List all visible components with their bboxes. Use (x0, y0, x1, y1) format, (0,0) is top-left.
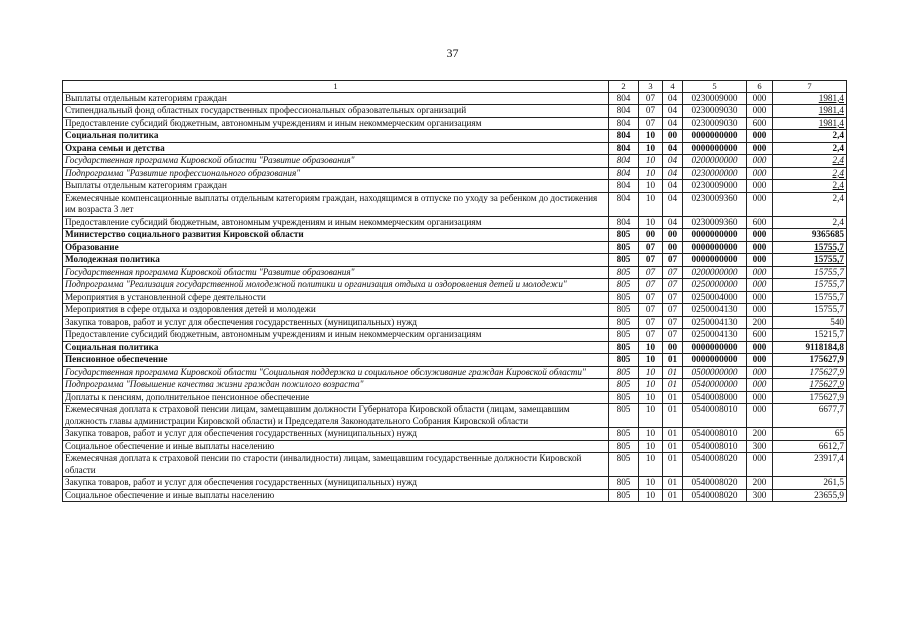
row-subsection-cell: 07 (663, 304, 683, 317)
row-section-cell: 10 (639, 453, 663, 477)
table-row (63, 477, 847, 490)
row-subsection-cell: 04 (663, 105, 683, 118)
row-section-cell: 07 (639, 266, 663, 279)
row-name-cell: Предоставление субсидий бюджетным, автономным учреждениям и иным некоммерческим организациям (63, 117, 609, 130)
row-amount-cell: 23917,4 (773, 453, 847, 477)
row-expense-type-cell: 000 (747, 142, 773, 155)
row-amount-cell: 1981,4 (773, 92, 847, 105)
row-expense-type-cell: 000 (747, 453, 773, 477)
row-name-cell: Доплаты к пенсиям, дополнительное пенсионное обеспечение (63, 391, 609, 404)
row-subsection-cell: 01 (663, 404, 683, 428)
row-code-cell: 805 (609, 440, 639, 453)
row-name-cell: Министерство социального развития Кировской области (63, 229, 609, 242)
row-subsection-cell: 01 (663, 379, 683, 392)
table-row (63, 428, 847, 441)
row-amount-cell: 65 (773, 428, 847, 441)
row-amount-cell: 15755,7 (773, 304, 847, 317)
row-target-cell: 0230009000 (683, 92, 747, 105)
row-section-cell: 07 (639, 316, 663, 329)
row-subsection-cell: 01 (663, 354, 683, 367)
row-expense-type-cell: 000 (747, 167, 773, 180)
table-row (63, 453, 847, 477)
table-row (63, 155, 847, 168)
row-subsection-cell: 01 (663, 440, 683, 453)
row-target-cell: 0000000000 (683, 341, 747, 354)
row-subsection-cell: 07 (663, 254, 683, 267)
table-row (63, 316, 847, 329)
row-expense-type-cell: 000 (747, 291, 773, 304)
row-section-cell: 10 (639, 180, 663, 193)
table-row (63, 216, 847, 229)
row-subsection-cell: 07 (663, 316, 683, 329)
row-code-cell: 805 (609, 316, 639, 329)
row-target-cell: 0230009360 (683, 192, 747, 216)
row-expense-type-cell: 600 (747, 329, 773, 342)
table-row (63, 192, 847, 216)
row-amount-cell: 6612,7 (773, 440, 847, 453)
row-target-cell: 0000000000 (683, 142, 747, 155)
row-section-cell: 10 (639, 477, 663, 490)
row-code-cell: 805 (609, 477, 639, 490)
row-code-cell: 804 (609, 167, 639, 180)
row-expense-type-cell: 000 (747, 92, 773, 105)
row-name-cell: Стипендиальный фонд областных государственных профессиональных образовательных организаций (63, 105, 609, 118)
row-section-cell: 10 (639, 440, 663, 453)
row-code-cell: 805 (609, 291, 639, 304)
row-subsection-cell: 04 (663, 117, 683, 130)
table-row (63, 366, 847, 379)
row-code-cell: 804 (609, 117, 639, 130)
row-code-cell: 805 (609, 254, 639, 267)
table-row (63, 241, 847, 254)
table-body (63, 92, 847, 502)
row-name-cell: Выплаты отдельным категориям граждан (63, 180, 609, 193)
row-code-cell: 804 (609, 105, 639, 118)
row-expense-type-cell: 000 (747, 180, 773, 193)
row-amount-cell: 1981,4 (773, 117, 847, 130)
row-subsection-cell: 07 (663, 266, 683, 279)
table-row (63, 130, 847, 143)
table-row (63, 279, 847, 292)
row-section-cell: 10 (639, 130, 663, 143)
row-section-cell: 10 (639, 391, 663, 404)
row-target-cell: 0000000000 (683, 241, 747, 254)
row-code-cell: 804 (609, 216, 639, 229)
row-section-cell: 07 (639, 254, 663, 267)
row-expense-type-cell: 200 (747, 477, 773, 490)
row-subsection-cell: 00 (663, 229, 683, 242)
row-section-cell: 07 (639, 304, 663, 317)
row-expense-type-cell: 000 (747, 379, 773, 392)
row-name-cell: Социальное обеспечение и иные выплаты населению (63, 440, 609, 453)
row-section-cell: 07 (639, 105, 663, 118)
table-row (63, 404, 847, 428)
row-expense-type-cell: 000 (747, 354, 773, 367)
table-row (63, 304, 847, 317)
row-expense-type-cell: 600 (747, 117, 773, 130)
row-target-cell: 0540008020 (683, 477, 747, 490)
row-expense-type-cell: 300 (747, 489, 773, 502)
row-code-cell: 805 (609, 453, 639, 477)
row-expense-type-cell: 000 (747, 130, 773, 143)
row-name-cell: Мероприятия в сфере отдыха и оздоровления детей и молодежи (63, 304, 609, 317)
row-amount-cell: 15755,7 (773, 254, 847, 267)
row-expense-type-cell: 000 (747, 391, 773, 404)
header-col-2: 2 (609, 81, 639, 93)
row-expense-type-cell: 000 (747, 304, 773, 317)
row-name-cell: Мероприятия в установленной сфере деятельности (63, 291, 609, 304)
row-amount-cell: 15755,7 (773, 279, 847, 292)
row-code-cell: 805 (609, 341, 639, 354)
row-amount-cell: 2,4 (773, 167, 847, 180)
row-target-cell: 0250004130 (683, 304, 747, 317)
header-col-3: 3 (639, 81, 663, 93)
row-target-cell: 0540008010 (683, 440, 747, 453)
table-row (63, 117, 847, 130)
row-amount-cell: 2,4 (773, 130, 847, 143)
row-code-cell: 805 (609, 366, 639, 379)
row-section-cell: 10 (639, 366, 663, 379)
row-name-cell: Ежемесячные компенсационные выплаты отдельным категориям граждан, находящимся в отпуске по уходу за ребенком до достижения им возраста 3 лет (63, 192, 609, 216)
row-section-cell: 10 (639, 142, 663, 155)
row-target-cell: 0500000000 (683, 366, 747, 379)
row-expense-type-cell: 000 (747, 155, 773, 168)
row-section-cell: 07 (639, 291, 663, 304)
row-amount-cell: 23655,9 (773, 489, 847, 502)
row-target-cell: 0250004000 (683, 291, 747, 304)
row-target-cell: 0200000000 (683, 266, 747, 279)
row-target-cell: 0540008010 (683, 428, 747, 441)
row-code-cell: 805 (609, 329, 639, 342)
table-row (63, 291, 847, 304)
row-section-cell: 10 (639, 404, 663, 428)
table-row (63, 180, 847, 193)
row-section-cell: 10 (639, 489, 663, 502)
row-name-cell: Закупка товаров, работ и услуг для обеспечения государственных (муниципальных) нужд (63, 316, 609, 329)
row-subsection-cell: 07 (663, 291, 683, 304)
row-target-cell: 0540008000 (683, 391, 747, 404)
row-amount-cell: 2,4 (773, 192, 847, 216)
row-expense-type-cell: 200 (747, 316, 773, 329)
row-name-cell: Охрана семьи и детства (63, 142, 609, 155)
header-col-7: 7 (773, 81, 847, 93)
table-row (63, 391, 847, 404)
row-amount-cell: 9365685 (773, 229, 847, 242)
row-section-cell: 10 (639, 379, 663, 392)
row-code-cell: 805 (609, 279, 639, 292)
row-subsection-cell: 01 (663, 477, 683, 490)
header-col-5: 5 (683, 81, 747, 93)
row-amount-cell: 9118184,8 (773, 341, 847, 354)
row-expense-type-cell: 000 (747, 266, 773, 279)
row-subsection-cell: 01 (663, 489, 683, 502)
header-col-6: 6 (747, 81, 773, 93)
row-target-cell: 0230009030 (683, 117, 747, 130)
row-expense-type-cell: 200 (747, 428, 773, 441)
row-code-cell: 804 (609, 130, 639, 143)
header-col-4: 4 (663, 81, 683, 93)
row-amount-cell: 15215,7 (773, 329, 847, 342)
row-name-cell: Государственная программа Кировской области "Развитие образования" (63, 155, 609, 168)
row-target-cell: 0540000000 (683, 379, 747, 392)
row-name-cell: Ежемесячная доплата к страховой пенсии по старости (инвалидности) лицам, замещавшим государственные должности Кировской области (63, 453, 609, 477)
table-row (63, 167, 847, 180)
row-amount-cell: 175627,9 (773, 354, 847, 367)
row-code-cell: 805 (609, 428, 639, 441)
row-section-cell: 07 (639, 241, 663, 254)
row-amount-cell: 2,4 (773, 142, 847, 155)
row-amount-cell: 15755,7 (773, 241, 847, 254)
row-name-cell: Подпрограмма "Повышение качества жизни граждан пожилого возраста" (63, 379, 609, 392)
row-subsection-cell: 00 (663, 241, 683, 254)
row-amount-cell: 175627,9 (773, 379, 847, 392)
table-row (63, 354, 847, 367)
row-expense-type-cell: 000 (747, 404, 773, 428)
row-subsection-cell: 04 (663, 92, 683, 105)
row-expense-type-cell: 000 (747, 279, 773, 292)
row-target-cell: 0230009000 (683, 180, 747, 193)
row-amount-cell: 6677,7 (773, 404, 847, 428)
row-expense-type-cell: 000 (747, 366, 773, 379)
row-name-cell: Предоставление субсидий бюджетным, автономным учреждениям и иным некоммерческим организациям (63, 329, 609, 342)
row-target-cell: 0250000000 (683, 279, 747, 292)
row-target-cell: 0250004130 (683, 329, 747, 342)
row-section-cell: 00 (639, 229, 663, 242)
row-amount-cell: 2,4 (773, 155, 847, 168)
row-expense-type-cell: 000 (747, 192, 773, 216)
row-expense-type-cell: 000 (747, 241, 773, 254)
table-row (63, 92, 847, 105)
row-subsection-cell: 01 (663, 428, 683, 441)
row-name-cell: Молодежная политика (63, 254, 609, 267)
row-expense-type-cell: 600 (747, 216, 773, 229)
row-amount-cell: 261,5 (773, 477, 847, 490)
row-subsection-cell: 00 (663, 130, 683, 143)
row-code-cell: 805 (609, 241, 639, 254)
row-amount-cell: 175627,9 (773, 391, 847, 404)
row-target-cell: 0540008010 (683, 404, 747, 428)
row-name-cell: Подпрограмма "Развитие профессионального образования" (63, 167, 609, 180)
row-code-cell: 805 (609, 229, 639, 242)
row-code-cell: 805 (609, 379, 639, 392)
row-target-cell: 0250004130 (683, 316, 747, 329)
table-row (63, 266, 847, 279)
row-name-cell: Подпрограмма "Реализация государственной молодежной политики и организация отдыха и оздоровления детей и молодежи" (63, 279, 609, 292)
table-row (63, 341, 847, 354)
row-code-cell: 804 (609, 92, 639, 105)
row-subsection-cell: 04 (663, 216, 683, 229)
row-section-cell: 10 (639, 354, 663, 367)
row-section-cell: 07 (639, 117, 663, 130)
row-section-cell: 07 (639, 92, 663, 105)
table-row (63, 142, 847, 155)
row-section-cell: 10 (639, 216, 663, 229)
row-code-cell: 804 (609, 180, 639, 193)
row-subsection-cell: 04 (663, 155, 683, 168)
row-code-cell: 805 (609, 304, 639, 317)
table-row (63, 379, 847, 392)
row-expense-type-cell: 000 (747, 105, 773, 118)
row-amount-cell: 2,4 (773, 180, 847, 193)
row-code-cell: 804 (609, 142, 639, 155)
row-code-cell: 804 (609, 192, 639, 216)
row-amount-cell: 15755,7 (773, 266, 847, 279)
row-section-cell: 10 (639, 155, 663, 168)
row-section-cell: 10 (639, 341, 663, 354)
row-subsection-cell: 04 (663, 192, 683, 216)
page-number: 37 (446, 46, 459, 60)
row-target-cell: 0540008020 (683, 453, 747, 477)
row-subsection-cell: 04 (663, 167, 683, 180)
table-row (63, 229, 847, 242)
row-code-cell: 805 (609, 489, 639, 502)
row-code-cell: 805 (609, 404, 639, 428)
row-code-cell: 805 (609, 354, 639, 367)
row-subsection-cell: 07 (663, 329, 683, 342)
row-target-cell: 0000000000 (683, 354, 747, 367)
row-amount-cell: 2,4 (773, 216, 847, 229)
row-name-cell: Предоставление субсидий бюджетным, автономным учреждениям и иным некоммерческим организациям (63, 216, 609, 229)
row-code-cell: 804 (609, 155, 639, 168)
table-row (63, 105, 847, 118)
row-name-cell: Закупка товаров, работ и услуг для обеспечения государственных (муниципальных) нужд (63, 428, 609, 441)
row-subsection-cell: 04 (663, 180, 683, 193)
row-expense-type-cell: 000 (747, 254, 773, 267)
row-name-cell: Государственная программа Кировской области "Развитие образования" (63, 266, 609, 279)
row-target-cell: 0230009360 (683, 216, 747, 229)
row-amount-cell: 1981,4 (773, 105, 847, 118)
row-target-cell: 0000000000 (683, 130, 747, 143)
row-name-cell: Социальное обеспечение и иные выплаты населению (63, 489, 609, 502)
row-name-cell: Закупка товаров, работ и услуг для обеспечения государственных (муниципальных) нужд (63, 477, 609, 490)
row-expense-type-cell: 000 (747, 229, 773, 242)
budget-table (62, 80, 847, 502)
row-subsection-cell: 04 (663, 142, 683, 155)
row-expense-type-cell: 300 (747, 440, 773, 453)
row-section-cell: 10 (639, 167, 663, 180)
row-target-cell: 0540008020 (683, 489, 747, 502)
row-subsection-cell: 00 (663, 341, 683, 354)
row-amount-cell: 15755,7 (773, 291, 847, 304)
row-target-cell: 0200000000 (683, 155, 747, 168)
row-code-cell: 805 (609, 391, 639, 404)
row-target-cell: 0230009030 (683, 105, 747, 118)
table-row (63, 254, 847, 267)
header-col-1: 1 (63, 81, 609, 93)
table-row (63, 329, 847, 342)
row-name-cell: Социальная политика (63, 341, 609, 354)
row-section-cell: 10 (639, 192, 663, 216)
row-amount-cell: 540 (773, 316, 847, 329)
row-code-cell: 805 (609, 266, 639, 279)
row-section-cell: 07 (639, 279, 663, 292)
row-subsection-cell: 01 (663, 391, 683, 404)
row-name-cell: Государственная программа Кировской области "Социальная поддержка и социальное обслуживание граждан Кировской области" (63, 366, 609, 379)
row-target-cell: 0000000000 (683, 229, 747, 242)
header-row (63, 81, 847, 93)
row-subsection-cell: 01 (663, 366, 683, 379)
row-expense-type-cell: 000 (747, 341, 773, 354)
row-amount-cell: 175627,9 (773, 366, 847, 379)
row-subsection-cell: 07 (663, 279, 683, 292)
row-name-cell: Выплаты отдельным категориям граждан (63, 92, 609, 105)
row-target-cell: 0230000000 (683, 167, 747, 180)
row-subsection-cell: 01 (663, 453, 683, 477)
row-section-cell: 07 (639, 329, 663, 342)
table-row (63, 440, 847, 453)
row-target-cell: 0000000000 (683, 254, 747, 267)
row-name-cell: Социальная политика (63, 130, 609, 143)
row-name-cell: Пенсионное обеспечение (63, 354, 609, 367)
row-name-cell: Ежемесячная доплата к страховой пенсии лицам, замещавшим должности Губернатора Кировской области (лицам, замещавшим должность главы администрации Кировской области) и Председателя Законодательного Собрания Кировской области (63, 404, 609, 428)
row-name-cell: Образование (63, 241, 609, 254)
row-section-cell: 10 (639, 428, 663, 441)
table-row (63, 489, 847, 502)
